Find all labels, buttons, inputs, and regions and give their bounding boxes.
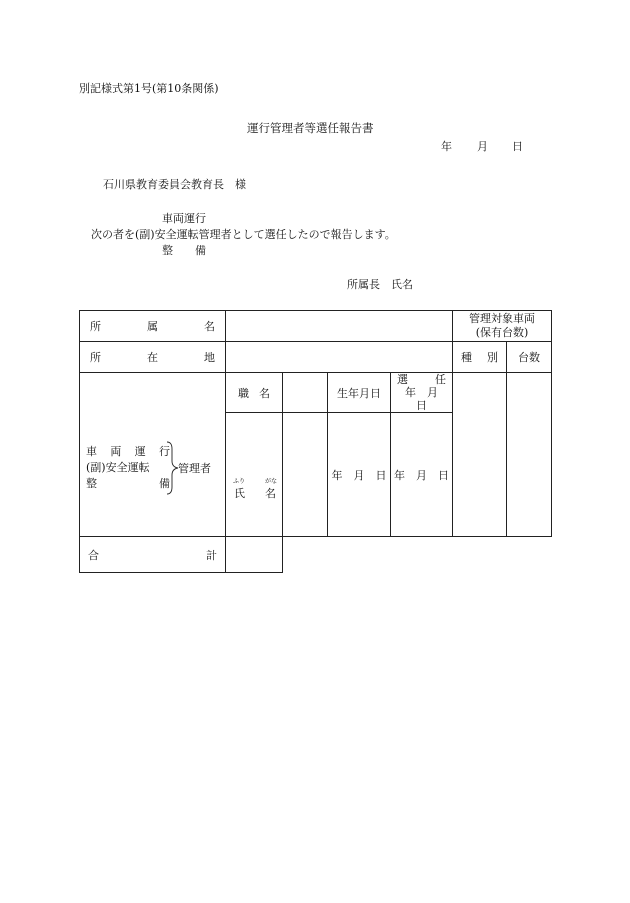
- total-count-field[interactable]: [226, 537, 283, 573]
- signature-line: 所属長 氏名: [347, 278, 413, 291]
- form-number: 別記様式第1号(第10条関係): [79, 82, 219, 95]
- vehicle-count-header: 台数: [507, 342, 552, 373]
- manager-line-2: (副)安全運転: [86, 461, 150, 474]
- birthdate-value-field[interactable]: 年 月 日: [328, 413, 391, 537]
- addressee: 石川県教育委員会教育長 様: [103, 178, 246, 191]
- position-label: 職 名: [226, 373, 283, 413]
- location-label: 所 在 地: [80, 342, 226, 373]
- birthdate-label: 生年月日: [328, 373, 391, 413]
- manager-line-3: 整 備: [86, 477, 170, 490]
- date-day: 日: [512, 140, 523, 153]
- position-value-field[interactable]: [283, 373, 328, 413]
- affiliation-value-field[interactable]: [226, 311, 453, 342]
- report-table: [79, 310, 552, 573]
- name-value-field[interactable]: [283, 413, 328, 537]
- affiliation-label: 所 属 名: [80, 311, 226, 342]
- furigana-ga: がな: [264, 478, 277, 485]
- appointed-date-label: 選 任 年 月 日: [391, 373, 453, 413]
- vehicle-count-field[interactable]: [507, 373, 552, 537]
- date-month: 月: [477, 140, 488, 153]
- name-label-cell: ふり がな 氏 名: [226, 413, 283, 537]
- furigana-fu: ふり: [233, 478, 246, 485]
- location-value-field[interactable]: [226, 342, 453, 373]
- manager-type-cell: [80, 373, 226, 537]
- vehicle-type-header: 種 別: [453, 342, 507, 373]
- manager-suffix: 管理者: [178, 462, 211, 475]
- body-option-bottom: 整 備: [162, 244, 206, 257]
- manager-line-1: 車 両 運 行: [86, 445, 170, 458]
- date-year: 年: [441, 140, 452, 153]
- vehicle-type-field[interactable]: [453, 373, 507, 537]
- appointed-date-value-field[interactable]: 年 月 日: [391, 413, 453, 537]
- body-text: 次の者を(副)安全運転管理者として選任したので報告します。: [91, 228, 396, 241]
- total-label: 合 計: [80, 537, 226, 573]
- body-option-top: 車両運行: [162, 212, 206, 225]
- vehicles-header: 管理対象車両 (保有台数): [453, 311, 552, 342]
- document-title: 運行管理者等選任報告書: [247, 121, 374, 135]
